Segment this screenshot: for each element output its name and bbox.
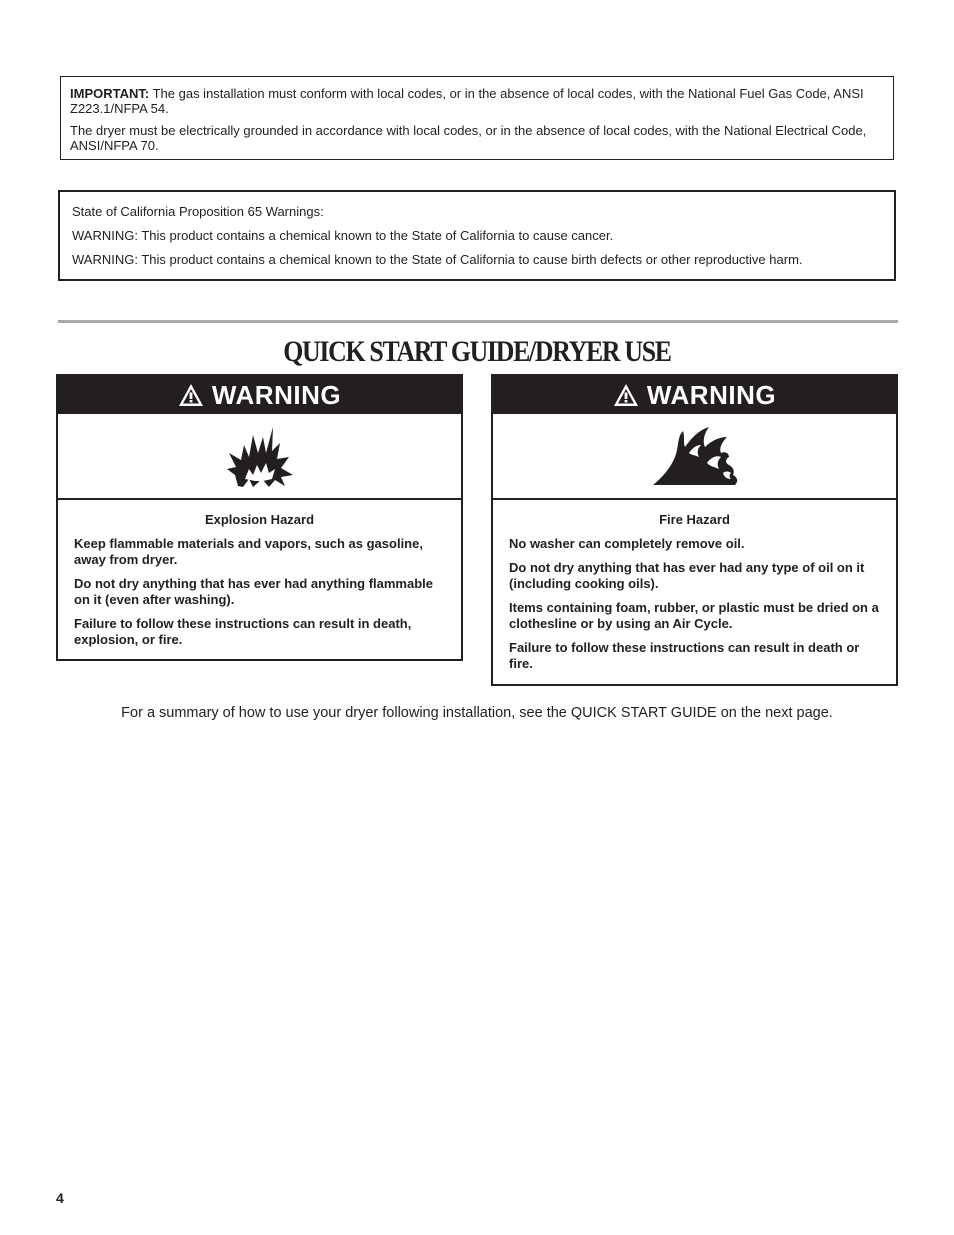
important-text-1: The gas installation must conform with local codes, or in the absence of local codes, with the National Fuel Gas Code, ANSI Z223.1/NFPA 54. bbox=[70, 86, 864, 116]
warning-header-label: WARNING bbox=[646, 379, 777, 410]
page-number: 4 bbox=[56, 1190, 64, 1206]
hazard-title: Explosion Hazard bbox=[204, 512, 315, 527]
alert-triangle-icon bbox=[178, 383, 204, 407]
warning-line: No washer can completely remove oil. bbox=[509, 536, 745, 551]
prop65-warning-2: WARNING: This product contains a chemical known to the State of California to cause birth defects or other reproductive harm. bbox=[72, 252, 803, 267]
important-notice-box bbox=[60, 76, 894, 160]
warning-line: Keep flammable materials and vapors, such as gasoline, away from dryer. bbox=[74, 536, 423, 567]
explosion-warning-body bbox=[58, 500, 461, 648]
important-paragraph-1 bbox=[70, 86, 883, 116]
quick-start-summary: For a summary of how to use your dryer following installation, see the QUICK START GUIDE on the next page. bbox=[121, 705, 833, 721]
explosion-icon bbox=[225, 423, 295, 489]
prop65-warning-box bbox=[58, 190, 896, 281]
explosion-warning-box bbox=[56, 374, 463, 661]
warning-line: Do not dry anything that has ever had any type of oil on it (including cooking oils). bbox=[509, 560, 865, 591]
prop65-warning-1: WARNING: This product contains a chemical known to the State of California to cause cancer. bbox=[72, 228, 614, 243]
fire-warning-box bbox=[491, 374, 898, 686]
important-text-2: The dryer must be electrically grounded in accordance with local codes, or in the absence of local codes, with the National Electrical Code, ANSI/NFPA 70. bbox=[70, 123, 867, 153]
prop65-heading: State of California Proposition 65 Warnings: bbox=[72, 204, 324, 219]
warning-line: Do not dry anything that has ever had anything flammable on it (even after washing). bbox=[74, 576, 433, 607]
important-label: IMPORTANT: bbox=[70, 86, 150, 101]
hazard-title: Fire Hazard bbox=[659, 512, 730, 527]
warning-header bbox=[493, 376, 896, 414]
explosion-icon-area bbox=[58, 414, 461, 500]
section-divider bbox=[58, 320, 898, 323]
warning-header bbox=[58, 376, 461, 414]
warning-line: Items containing foam, rubber, or plastic must be dried on a clothesline or by using an Air Cycle. bbox=[509, 600, 879, 631]
section-title: QUICK START GUIDE/DRYER USE bbox=[283, 335, 671, 368]
alert-triangle-icon bbox=[613, 383, 639, 407]
warning-line: Failure to follow these instructions can result in death or fire. bbox=[509, 640, 860, 671]
warning-line: Failure to follow these instructions can result in death, explosion, or fire. bbox=[74, 616, 412, 647]
fire-warning-body bbox=[493, 500, 896, 672]
fire-icon-area bbox=[493, 414, 896, 500]
warning-header-label: WARNING bbox=[211, 379, 342, 410]
fire-icon bbox=[649, 423, 741, 489]
